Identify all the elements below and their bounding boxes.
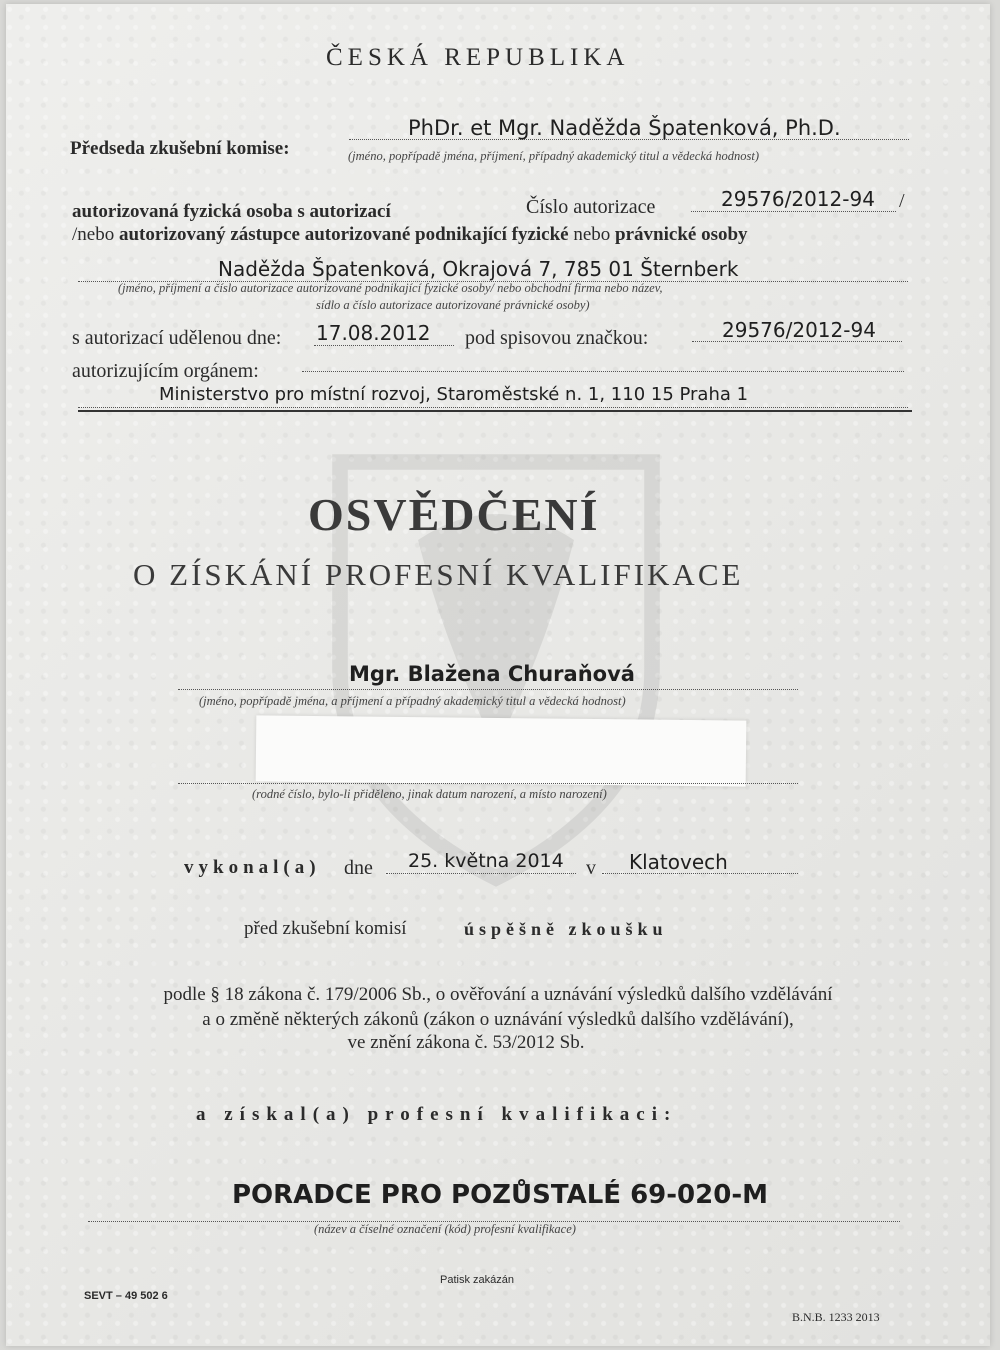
exam-date-dotted-line	[386, 872, 576, 874]
auth-slash: /	[899, 190, 905, 212]
rep-nebo: nebo	[573, 224, 611, 245]
holder-dotted-line	[178, 688, 798, 690]
qualification: PORADCE PRO POZŮSTALÉ 69-020-M	[232, 1180, 768, 1210]
rep-type-1: autorizovaný zástupce autorizované podnikající fyzické	[118, 224, 569, 245]
representative-line	[72, 224, 748, 246]
granted-label: s autorizací udělenou dne:	[72, 327, 282, 349]
certificate-subtitle: O ZÍSKÁNÍ PROFESNÍ KVALIFIKACE	[133, 557, 744, 592]
rep-type-2: právnické osoby	[615, 224, 748, 245]
birth-hint: (rodné číslo, bylo-li přiděleno, jinak datum narození, a místo narození)	[252, 787, 607, 801]
authority-label: autorizujícím orgánem:	[72, 360, 259, 382]
obtained-text: a získal(a) profesní kvalifikaci:	[196, 1104, 678, 1125]
exam-date: 25. května 2014	[408, 850, 564, 872]
rep-hint-2: sídlo a číslo autorizace autorizované právnické osoby)	[316, 298, 590, 312]
or-prefix: /nebo	[72, 224, 115, 245]
granted-date: 17.08.2012	[316, 321, 431, 345]
success-text: úspěšně zkoušku	[464, 919, 668, 939]
law-line-2: a o změně některých zákonů (zákon o uznávání výsledků dalšího vzdělávání),	[202, 1009, 794, 1030]
v-label: v	[586, 857, 596, 879]
state-emblem-watermark	[236, 384, 756, 904]
rep-hint-1: (jméno, příjmení a číslo autorizace autorizované podnikající fyzické osoby/ nebo obchodní firma nebo název,	[118, 281, 663, 295]
auth-number-label: Číslo autorizace	[526, 196, 656, 218]
header-divider	[78, 410, 912, 412]
redaction-patch	[256, 715, 747, 786]
performed-label: vykonal(a)	[184, 857, 321, 878]
authority-dotted-line-1	[302, 370, 904, 372]
authority-dotted-line-2	[78, 406, 908, 408]
authority: Ministerstvo pro místní rozvoj, Staroměstské n. 1, 110 15 Praha 1	[159, 384, 749, 405]
country-heading: ČESKÁ REPUBLIKA	[326, 44, 630, 71]
chair-name: PhDr. et Mgr. Naděžda Špatenková, Ph.D.	[408, 116, 841, 140]
copy-forbidden: Patisk zakázán	[440, 1274, 514, 1286]
law-line-3: ve znění zákona č. 53/2012 Sb.	[347, 1032, 585, 1053]
exam-place: Klatovech	[629, 850, 728, 874]
file-ref: 29576/2012-94	[722, 318, 876, 342]
certificate-title: OSVĚDČENÍ	[308, 489, 600, 540]
dne-label: dne	[344, 857, 373, 879]
print-code: B.N.B. 1233 2013	[792, 1310, 880, 1324]
law-line-1: podle § 18 zákona č. 179/2006 Sb., o ověřování a uznávání výsledků dalšího vzdělávání	[163, 984, 833, 1005]
chair-hint: (jméno, popřípadě jména, příjmení, případný akademický titul a vědecká hodnost)	[348, 149, 760, 163]
authorized-person-label: autorizovaná fyzická osoba s autorizací	[72, 201, 391, 222]
rep-name: Naděžda Špatenková, Okrajová 7, 785 01 Šternberk	[218, 257, 739, 281]
qualification-hint: (název a číselné označení (kód) profesní kvalifikace)	[314, 1222, 576, 1236]
holder-hint: (jméno, popřípadě jména, a příjmení a případný akademický titul a vědecká hodnost)	[199, 694, 626, 708]
chair-label: Předseda zkušební komise:	[70, 138, 290, 159]
auth-number: 29576/2012-94	[721, 187, 875, 211]
certificate-sheet	[6, 4, 990, 1346]
file-ref-label: pod spisovou značkou:	[465, 327, 649, 349]
birth-dotted-line	[178, 782, 798, 784]
holder-name: Mgr. Blažena Churaňová	[349, 662, 635, 686]
before-committee: před zkušební komisí	[244, 918, 407, 939]
form-code: SEVT – 49 502 6	[84, 1290, 168, 1302]
